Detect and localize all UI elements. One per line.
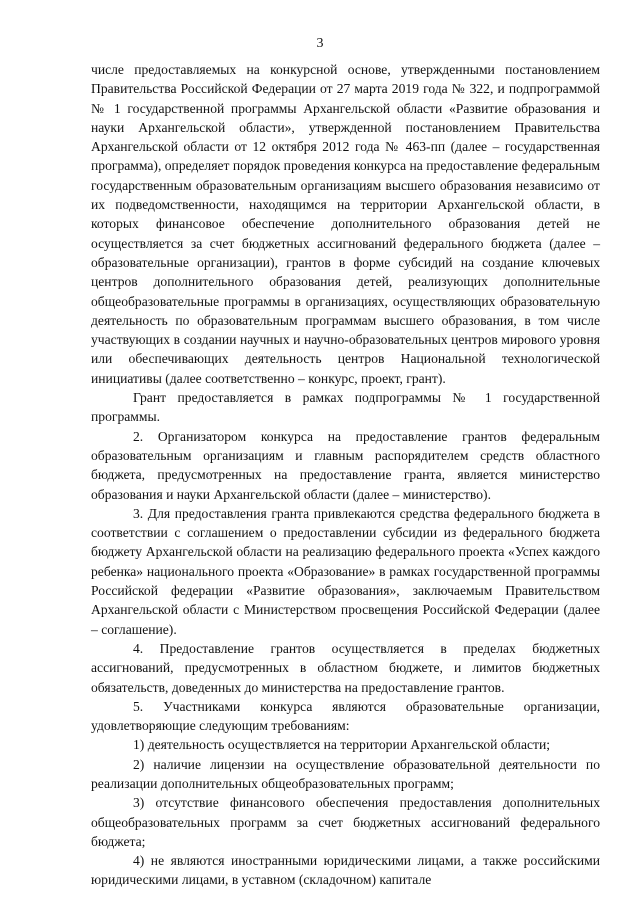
paragraph-item-3-federal-funds: 3. Для предоставления гранта привлекаются средства федерального бюджета в соответствии с соглашением о предоставлении субсидии из федерального бюджета бюджету Архангельской области на реализацию федерального проекта «Успех каждого ребенка» национального проекта «Образование» в рамках государственной программы Российской федерации «Развитие образования», заключаемым Правительством Архангельской области с Министерством просвещения Российской Федерации (далее – соглашение). — [91, 505, 600, 637]
paragraph-item-2-organizer: 2. Организатором конкурса на предоставление грантов федеральным образовательным организациям и главным распорядителем средств областного бюджета, предусмотренных на предоставление гранта, является министерство образования и науки Архангельской области (далее – министерство). — [91, 428, 600, 502]
paragraph-item-4-budget-limits: 4. Предоставление грантов осуществляется в пределах бюджетных ассигнований, предусмотренных в областном бюджете, и лимитов бюджетных обязательств, доведенных до министерства на предоставление грантов. — [91, 640, 600, 695]
requirement-item-3: 3) отсутствие финансового обеспечения предоставления дополнительных общеобразовательных программ за счет бюджетных ассигнований федерального бюджета; — [91, 795, 600, 849]
page-number: 3 — [316, 36, 324, 51]
paragraph-intro-continuation: числе предоставляемых на конкурсной основе, утвержденными постановлением Правительства Российской Федерации от 27 марта 2019 года № 322, и подпрограммой № 1 государственной программы Архангельской области «Развитие образования и науки Архангельской области», утвержденной постановлением Правительства Архангельской области от 12 октября 2012 года № 463-пп (далее – государственная программа), определяет порядок проведения конкурса на предоставление федеральным государственным образовательным организациям высшего образования независимо от их подведомственности, находящимся на территории Архангельской области, в которых финансовое обеспечение дополнительного образования детей не осуществляется за счет бюджетных ассигнований федерального бюджета (далее – образовательные организации), грантов в форме субсидий на создание ключевых центров дополнительного образования детей, реализующих дополнительные общеобразовательные программы в организациях, осуществляющих образовательную деятельность по образовательным программам высшего образования, в том числе участвующих в создании научных и научно-образовательных центров мирового уровня или обеспечивающих деятельность центров Национальной технологической инициативы (далее соответственно – конкурс, проект, грант). — [91, 62, 600, 386]
requirement-item-4: 4) не являются иностранными юридическими лицами, а также российскими юридическими лицами, в уставном (складочном) капитале — [91, 853, 600, 888]
requirement-item-1: 1) деятельность осуществляется на территории Архангельской области; — [133, 737, 551, 753]
document-body — [91, 60, 600, 890]
paragraph-grant-subprogram: Грант предоставляется в рамках подпрограммы № 1 государственной программы. — [91, 390, 600, 425]
requirement-item-2: 2) наличие лицензии на осуществление образовательной деятельности по реализации дополнительных общеобразовательных программ; — [91, 756, 600, 791]
paragraph-item-5-participants: 5. Участниками конкурса являются образовательные организации, удовлетворяющие следующим требованиям: — [91, 698, 600, 734]
